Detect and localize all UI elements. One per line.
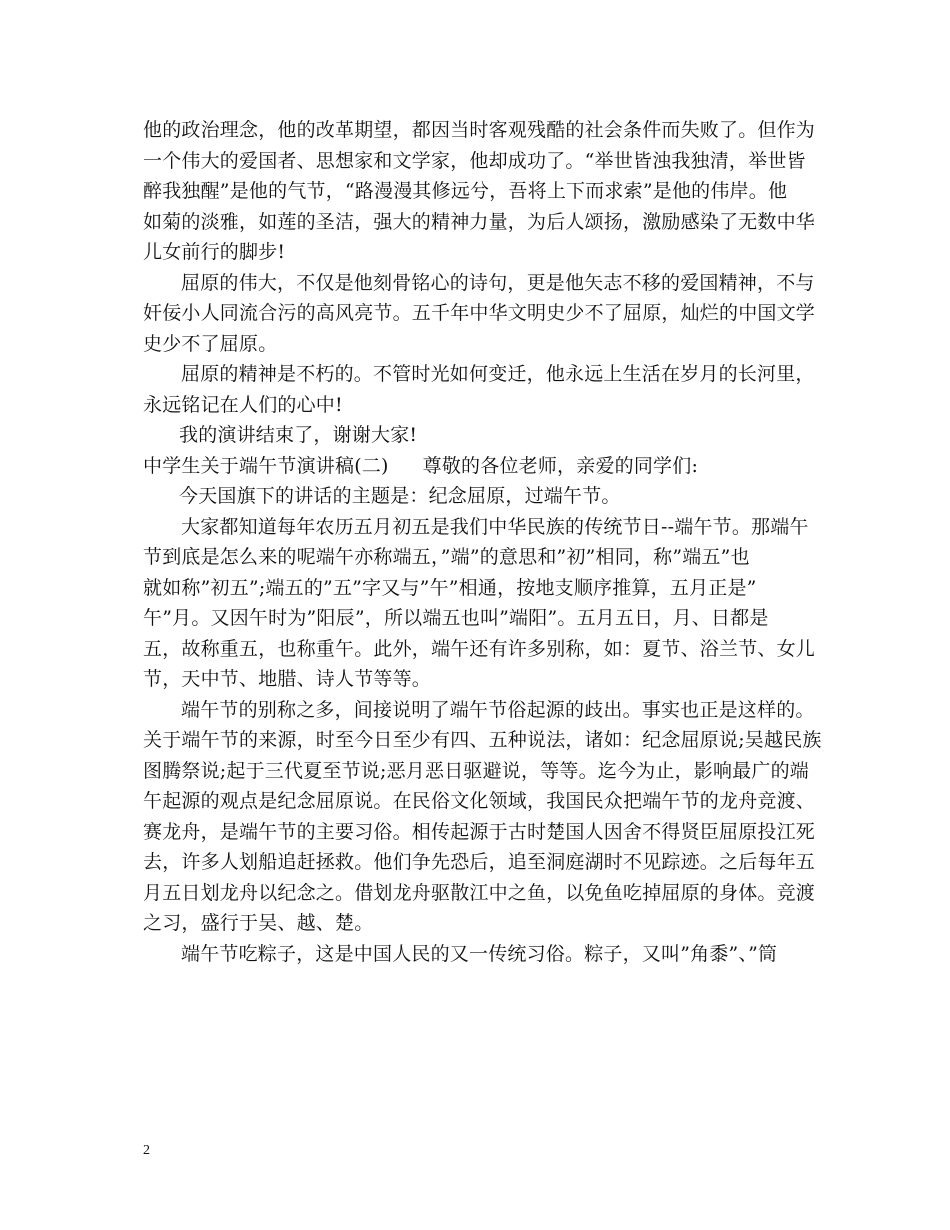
text-line: 去，许多人划船追赶拯救。他们争先恐后，追至洞庭湖时不见踪迹。之后每年五 (143, 851, 816, 873)
section-title-line (143, 451, 813, 482)
paragraph-start-line: 端午节的别称之多，间接说明了端午节俗起源的歧出。事实也正是这样的。 (181, 698, 815, 721)
text-line: 一个伟大的爱国者、思想家和文学家，他却成功了。“举世皆浊我独清，举世皆 (143, 149, 806, 172)
paragraph-start-line: 大家都知道每年农历五月初五是我们中华民族的传统节日--端午节。那端午 (181, 515, 809, 538)
document-body (143, 115, 822, 969)
text-line: 图腾祭说;起于三代夏至节说;恶月恶日驱避说，等等。迄今为止，影响最广的端 (143, 759, 810, 782)
text-line: 关于端午节的来源，时至今日至少有四、五种说法，诸如：纪念屈原说;吴越民族 (143, 729, 822, 751)
paragraph-start-line: 屈原的伟大，不仅是他刻骨铭心的诗句，更是他矢志不移的爱国精神，不与 (181, 271, 815, 294)
text-line: 月五日划龙舟以纪念之。借划龙舟驱散江中之鱼，以免鱼吃掉屈原的身体。竞渡 (143, 881, 816, 904)
text-line: 醉我独醒”是他的气节，“路漫漫其修远兮，吾将上下而求索”是他的伟岸。他 (143, 180, 788, 202)
closing-line: 我的演讲结束了，谢谢大家! (179, 424, 418, 446)
salutation: 尊敬的各位老师，亲爱的同学们: (422, 454, 699, 477)
text-line: 史少不了屈原。 (143, 332, 278, 355)
page-number: 2 (143, 1143, 150, 1158)
text-line: 五，故称重五，也称重午。此外，端午还有许多别称，如：夏节、浴兰节、女儿 (143, 637, 816, 660)
text-line: 儿女前行的脚步! (143, 241, 286, 263)
paragraph-start-line: 今天国旗下的讲话的主题是：纪念屈原，过端午节。 (179, 485, 621, 507)
section-title: 中学生关于端午节演讲稿(二) (143, 454, 389, 477)
text-line: 就如称”初五”;端五的”五”字又与”午”相通，按地支顺序推算，五月正是” (143, 576, 757, 599)
text-line: 他的政治理念，他的改革期望，都因当时客观残酷的社会条件而失败了。但作为 (143, 119, 816, 141)
text-line: 如菊的淡雅，如莲的圣洁，强大的精神力量，为后人颂扬，激励感染了无数中华 (143, 210, 816, 233)
text-line: 午起源的观点是纪念屈原说。在民俗文化领域，我国民众把端午节的龙舟竞渡、 (143, 790, 816, 812)
text-line: 赛龙舟，是端午节的主要习俗。相传起源于古时楚国人因舍不得贤臣屈原投江死 (143, 820, 816, 843)
text-line: 永远铭记在人们的心中! (143, 393, 343, 416)
text-line: 奸佞小人同流合污的高风亮节。五千年中华文明史少不了屈原，灿烂的中国文学 (143, 302, 816, 324)
text-line: 之习，盛行于吴、越、楚。 (143, 912, 374, 934)
paragraph-start-line: 端午节吃粽子，这是中国人民的又一传统习俗。粽子，又叫”角黍”、”筒 (181, 942, 778, 965)
text-line: 节，天中节、地腊、诗人节等等。 (143, 668, 432, 690)
text-line: 节到底是怎么来的呢端午亦称端五，”端”的意思和”初”相同，称”端五”也 (143, 546, 750, 568)
paragraph-start-line: 屈原的精神是不朽的。不管时光如何变迁，他永远上生活在岁月的长河里， (181, 363, 815, 385)
text-line: 午”月。又因午时为”阳辰”，所以端五也叫”端阳”。五月五日，月、日都是 (143, 607, 769, 629)
